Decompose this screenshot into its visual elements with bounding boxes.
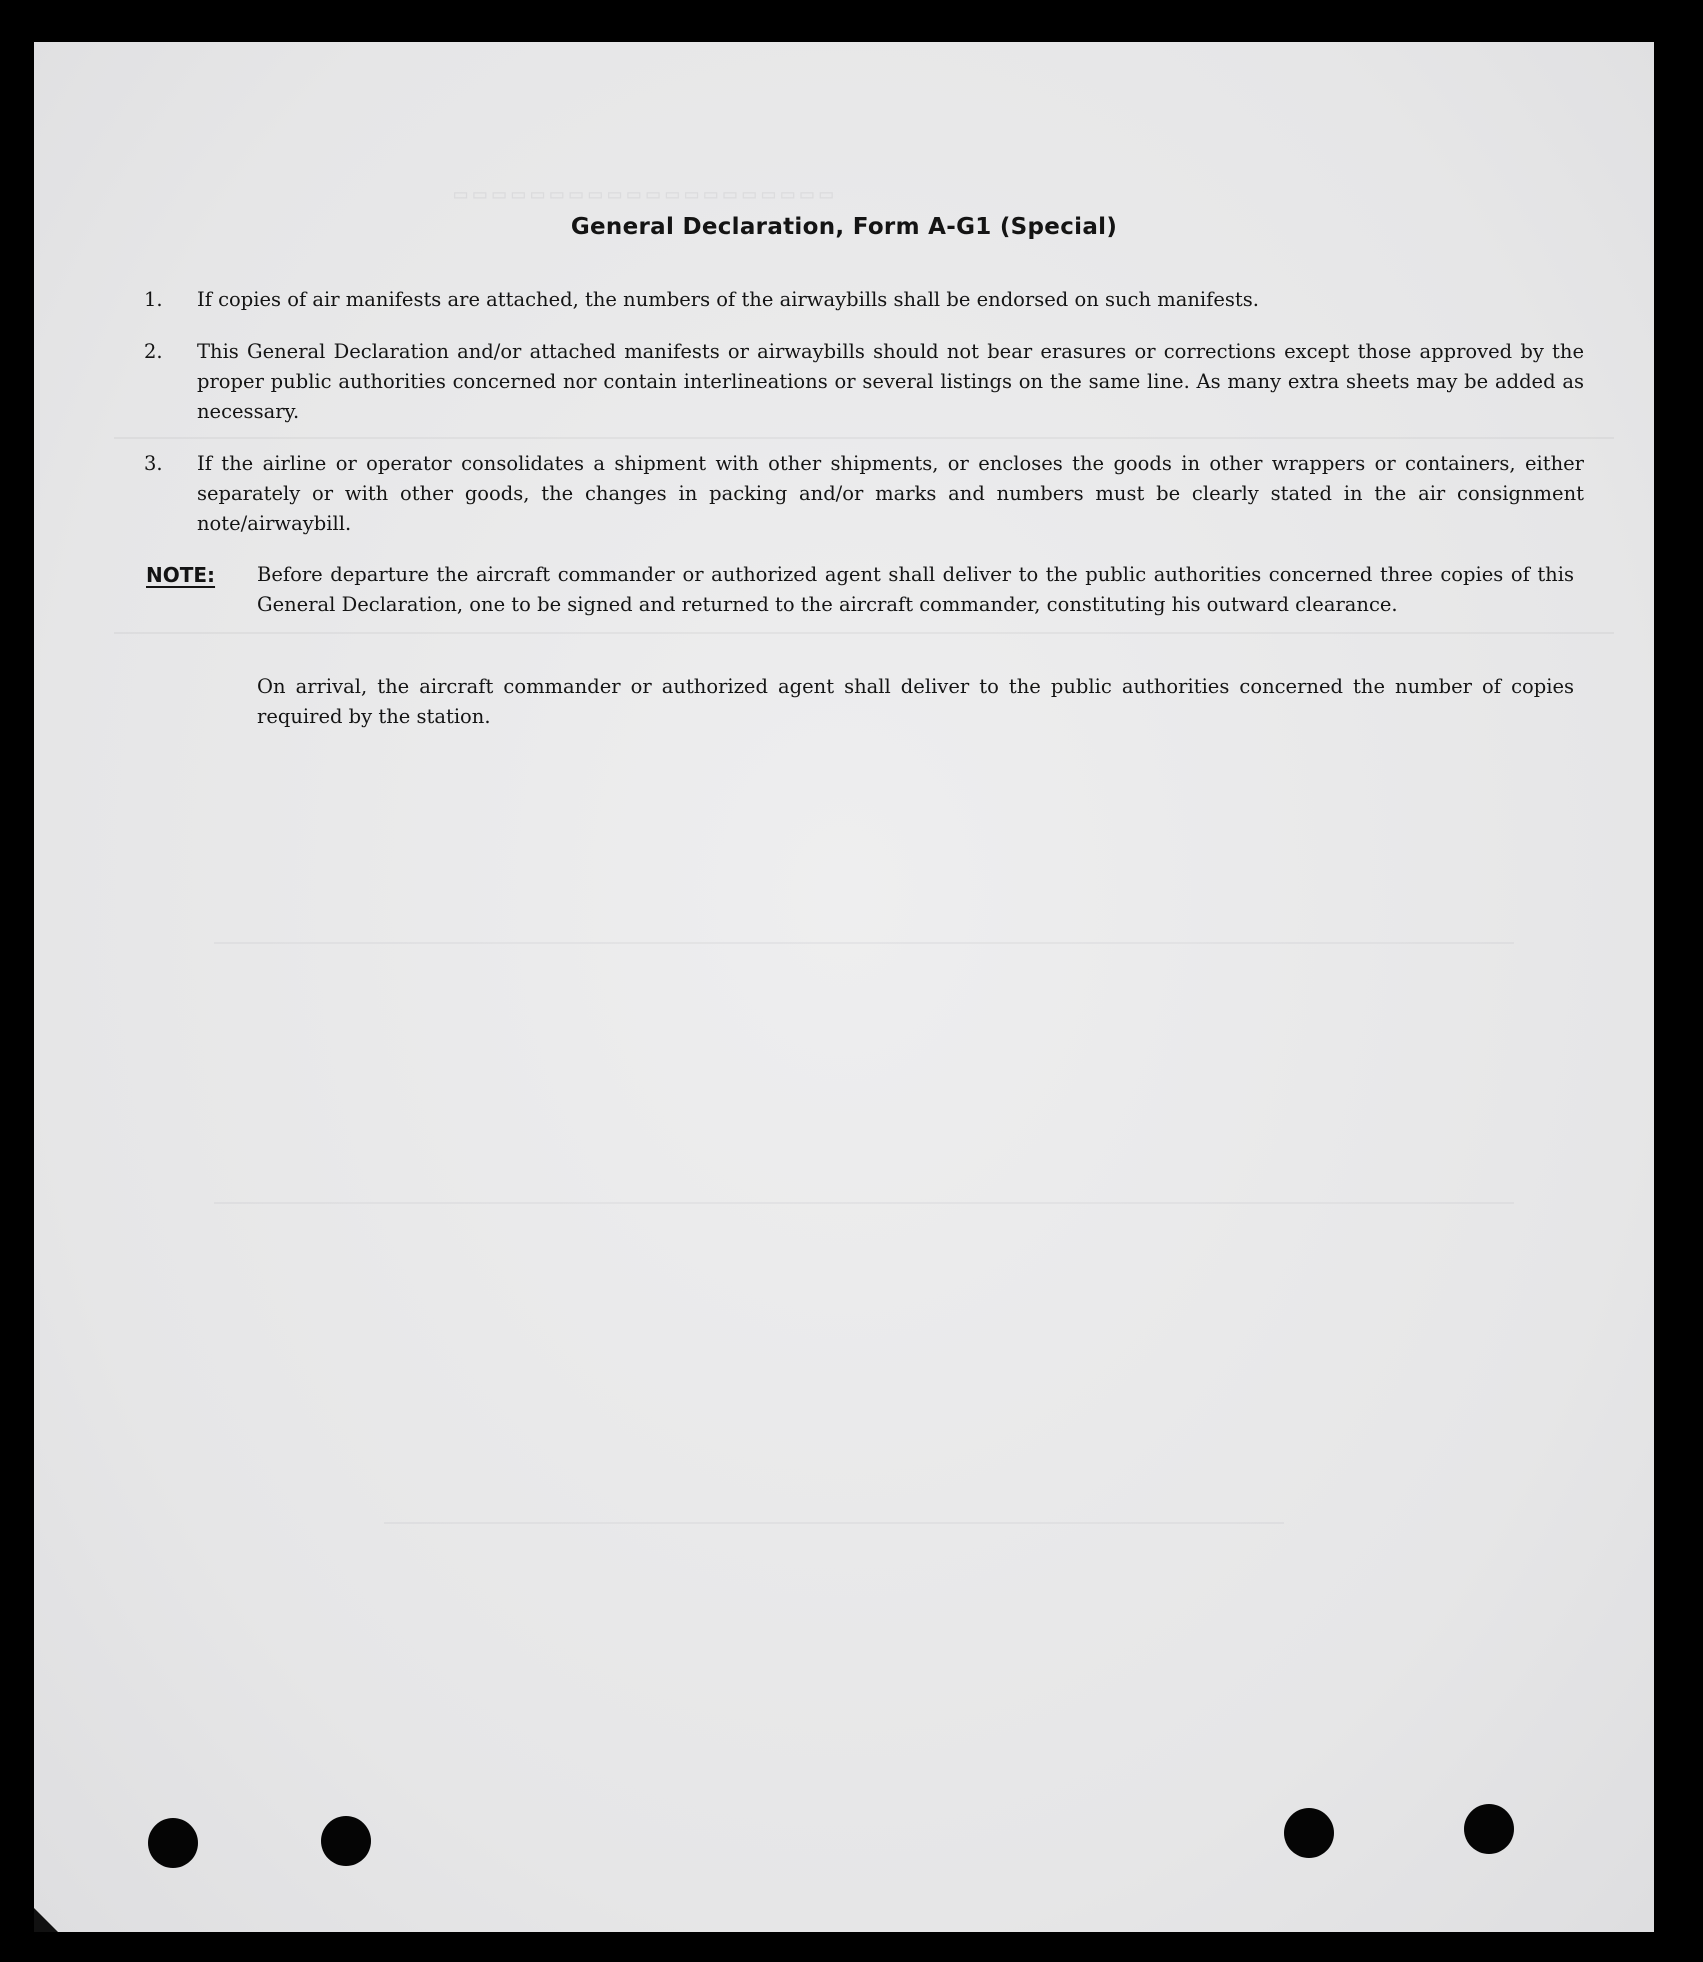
item-number: 3. bbox=[144, 452, 163, 475]
note-paragraph: On arrival, the aircraft commander or authorized agent shall deliver to the public authorities concerned the number of copies required by the station. bbox=[257, 675, 1574, 728]
bleed-through-texture: ▭▭▭▭▭▭▭▭▭▭▭▭▭▭▭▭▭▭▭▭ bbox=[454, 182, 839, 207]
punch-hole bbox=[321, 1816, 371, 1866]
bleed-through-texture bbox=[214, 1202, 1514, 1204]
item-text: If copies of air manifests are attached, the numbers of the airwaybills shall be endorsed on such manifests. bbox=[197, 288, 1259, 311]
punch-hole bbox=[1284, 1808, 1334, 1858]
bleed-through-texture bbox=[114, 437, 1614, 439]
item-text: This General Declaration and/or attached manifests or airwaybills should not bear erasures or corrections except those approved by the proper public authorities concerned nor contain interlineations or several listings on the same line. As many extra sheets may be added as necessary. bbox=[197, 340, 1584, 423]
note-paragraph: Before departure the aircraft commander or authorized agent shall deliver to the public authorities concerned three copies of this General Declaration, one to be signed and returned to the aircraft commander, constituting his outward clearance. bbox=[257, 563, 1574, 616]
folded-corner bbox=[34, 1908, 58, 1932]
note-label: NOTE: bbox=[146, 563, 216, 587]
punch-hole bbox=[1464, 1804, 1514, 1854]
document-title: General Declaration, Form A-G1 (Special) bbox=[570, 214, 1118, 240]
item-text: If the airline or operator consolidates a shipment with other shipments, or encloses the goods in other wrappers or containers, either separately or with other goods, the changes in packing and/or marks and numbers must be clearly stated in the air consignment note/airwaybill. bbox=[197, 452, 1584, 535]
item-number: 1. bbox=[144, 288, 163, 311]
bleed-through-texture bbox=[214, 942, 1514, 944]
document-page bbox=[34, 42, 1654, 1932]
bleed-through-texture bbox=[114, 632, 1614, 634]
punch-hole bbox=[148, 1818, 198, 1868]
bleed-through-texture bbox=[384, 1522, 1284, 1524]
item-number: 2. bbox=[144, 340, 163, 363]
